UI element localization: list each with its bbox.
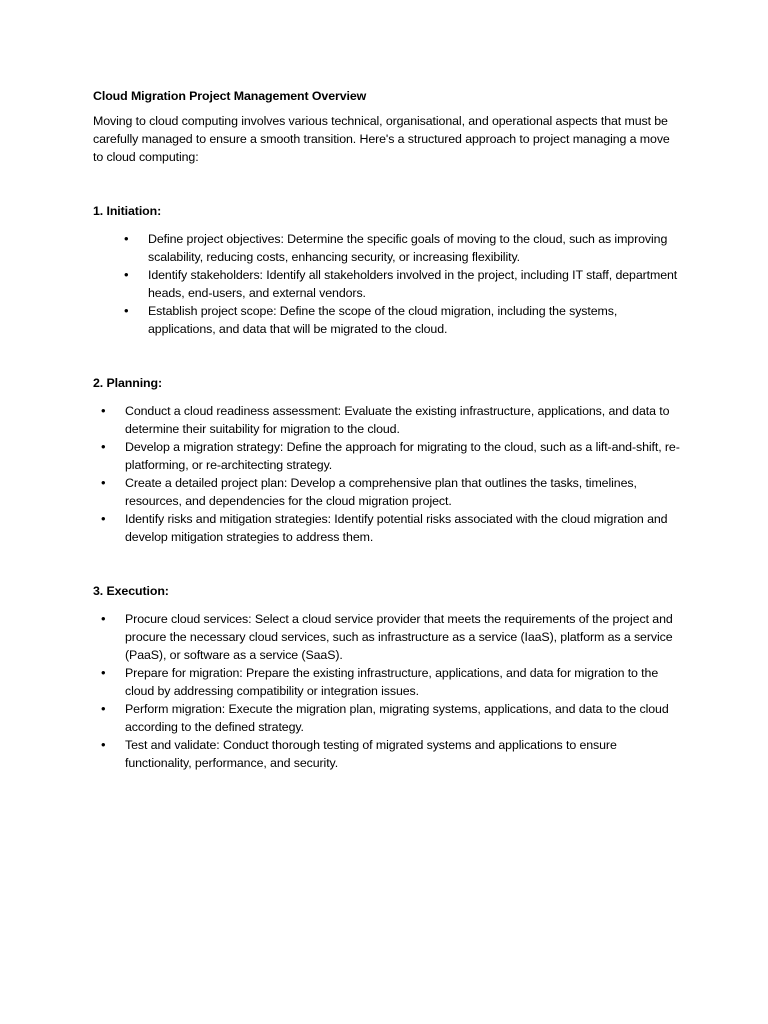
list-item-text: Test and validate: Conduct thorough testing of migrated systems and applications to ensure functionality, performance, and security. <box>125 738 617 770</box>
list-item <box>93 610 683 664</box>
list-item-text: Develop a migration strategy: Define the approach for migrating to the cloud, such as a lift-and-shift, re-platforming, or re-architecting strategy. <box>125 440 680 472</box>
list-item-text: Identify risks and mitigation strategies: Identify potential risks associated with the cloud migration and develop mitigation strategies to address them. <box>125 512 668 544</box>
bullet-icon: • <box>101 701 106 716</box>
bullet-icon: • <box>101 511 106 526</box>
list-item <box>93 402 683 438</box>
bullet-icon: • <box>101 611 106 626</box>
list-item-text: Prepare for migration: Prepare the existing infrastructure, applications, and data for migration to the cloud by addressing compatibility or integration issues. <box>125 666 659 698</box>
list-item <box>93 664 683 700</box>
list-item <box>93 474 683 510</box>
list-item <box>93 438 683 474</box>
bullet-icon: • <box>101 665 106 680</box>
document-page <box>93 87 683 772</box>
bullet-icon: • <box>124 303 129 318</box>
list-item <box>93 700 683 736</box>
execution-list <box>93 610 683 772</box>
section-heading-initiation: 1. Initiation: <box>93 204 162 218</box>
bullet-icon: • <box>124 231 129 246</box>
list-item-text: Establish project scope: Define the scope of the cloud migration, including the systems, applications, and data that will be migrated to the cloud. <box>148 304 618 336</box>
list-item-text: Define project objectives: Determine the specific goals of moving to the cloud, such as improving scalability, reducing costs, enhancing security, or increasing flexibility. <box>148 232 668 264</box>
list-item <box>93 230 683 266</box>
bullet-icon: • <box>124 267 129 282</box>
list-item-text: Create a detailed project plan: Develop a comprehensive plan that outlines the tasks, timelines, resources, and dependencies for the cloud migration project. <box>125 476 637 508</box>
list-item-text: Perform migration: Execute the migration plan, migrating systems, applications, and data to the cloud according to the defined strategy. <box>125 702 669 734</box>
list-item <box>93 510 683 546</box>
intro-paragraph: Moving to cloud computing involves various technical, organisational, and operational aspects that must be carefully managed to ensure a smooth transition. Here's a structured approach to project managing a move to cloud computing: <box>93 114 670 164</box>
list-item <box>93 266 683 302</box>
section-heading-planning: 2. Planning: <box>93 376 163 390</box>
document-title: Cloud Migration Project Management Overview <box>93 89 367 103</box>
list-item-text: Procure cloud services: Select a cloud service provider that meets the requirements of the project and procure the necessary cloud services, such as infrastructure as a service (IaaS), platform as a service (PaaS), or software as a service (SaaS). <box>125 612 673 662</box>
planning-list <box>93 402 683 546</box>
bullet-icon: • <box>101 439 106 454</box>
list-item-text: Conduct a cloud readiness assessment: Evaluate the existing infrastructure, applications, and data to determine their suitability for migration to the cloud. <box>125 404 670 436</box>
bullet-icon: • <box>101 737 106 752</box>
initiation-list <box>93 230 683 338</box>
list-item <box>93 736 683 772</box>
list-item-text: Identify stakeholders: Identify all stakeholders involved in the project, including IT staff, department heads, end-users, and external vendors. <box>148 268 678 300</box>
list-item <box>93 302 683 338</box>
section-heading-execution: 3. Execution: <box>93 584 169 598</box>
bullet-icon: • <box>101 475 106 490</box>
bullet-icon: • <box>101 403 106 418</box>
